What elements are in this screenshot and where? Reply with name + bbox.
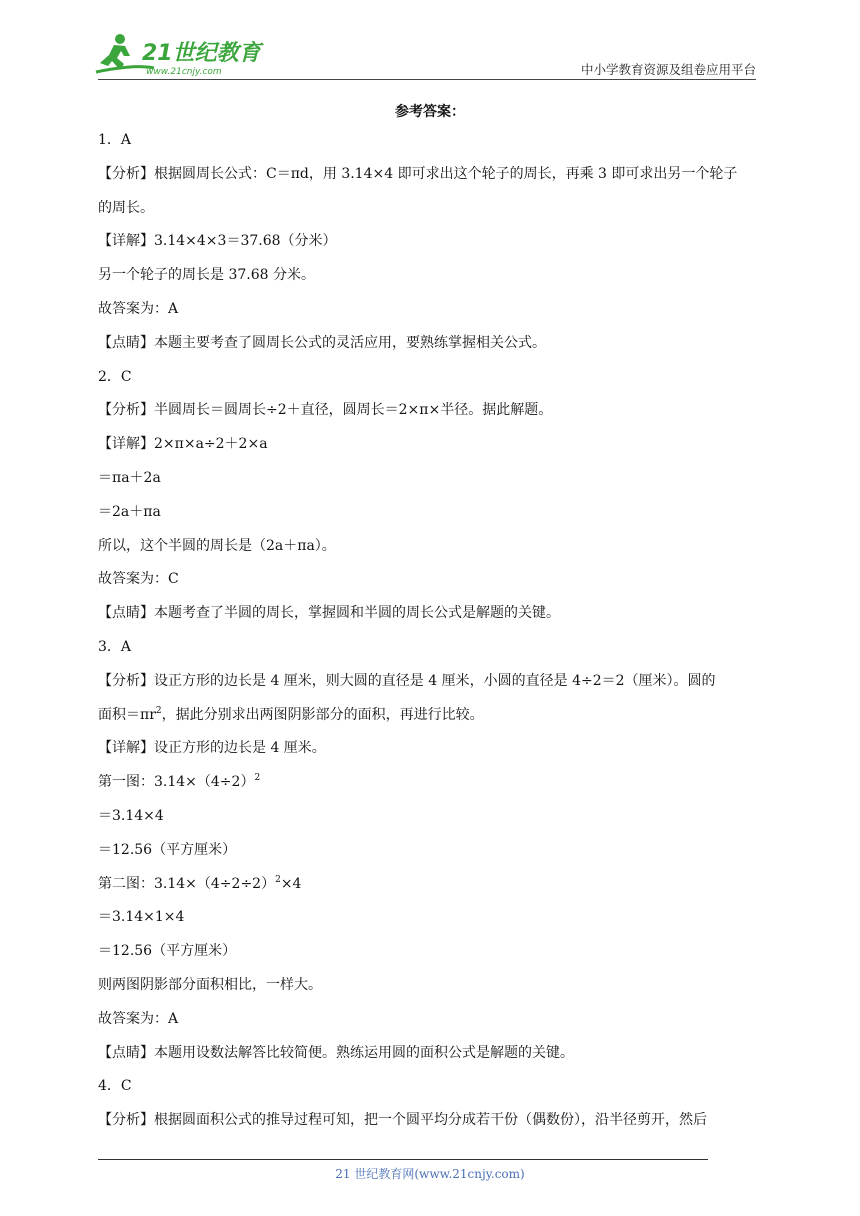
- comment-3: 【点睛】本题用设数法解答比较简便。熟练运用圆的面积公式是解题的关键。: [98, 1044, 574, 1061]
- analysis-3-formula: 面积＝πr: [98, 706, 156, 723]
- platform-name: 中小学教育资源及组卷应用平台: [580, 62, 756, 77]
- analysis-3-tail: ，据此分别求出两图阴影部分的面积，再进行比较。: [161, 706, 484, 723]
- superscript: 2: [254, 773, 261, 784]
- detail-2-result: 所以，这个半圆的周长是（2a＋πa）。: [98, 537, 336, 554]
- answer-1: 故答案为：A: [98, 300, 179, 317]
- detail-2-step-1: ＝πa＋2a: [98, 469, 161, 486]
- analysis-3-line-2: [98, 699, 764, 733]
- answer-2: 故答案为：C: [98, 571, 179, 588]
- question-4-answer: 4．C: [98, 1078, 132, 1095]
- comment-2: 【点睛】本题考查了半圆的周长，掌握圆和半圆的周长公式是解题的关键。: [98, 605, 560, 622]
- comment-1: 【点睛】本题主要考查了圆周长公式的灵活应用，要熟练掌握相关公式。: [98, 334, 546, 351]
- detail-3-conclusion: 则两图阴影部分面积相比，一样大。: [98, 976, 322, 993]
- analysis-4-line-1: 【分析】根据圆面积公式的推导过程可知，把一个圆平均分成若干份（偶数份），沿半径剪开，然后: [98, 1112, 707, 1129]
- question-3-answer: 3．A: [98, 638, 132, 655]
- detail-3-fig-2-result: ＝12.56（平方厘米）: [98, 943, 237, 960]
- answer-content: [98, 124, 764, 1138]
- analysis-1-line-1: 【分析】根据圆周长公式：C＝πd，用 3.14×4 即可求出这个轮子的周长，再乘 3 即可求出另一个轮子: [98, 165, 738, 182]
- analysis-2: 【分析】半圆周长＝圆周长÷2＋直径，圆周长＝2×π×半径。据此解题。: [98, 402, 553, 419]
- analysis-3-line-1: 【分析】设正方形的边长是 4 厘米，则大圆的直径是 4 厘米，小圆的直径是 4÷2＝2（厘米）。圆的: [98, 672, 716, 689]
- superscript: 2: [155, 705, 162, 716]
- detail-3-fig-1-expr: 第一图：3.14×（4÷2）: [98, 774, 255, 791]
- header-divider: [98, 79, 756, 80]
- detail-3-fig-2-expr: 第二图：3.14×（4÷2÷2）: [98, 875, 276, 892]
- detail-2: 【详解】2×π×a÷2＋2×a: [98, 436, 268, 453]
- detail-3-fig-2-step: ＝3.14×1×4: [98, 909, 185, 926]
- detail-2-step-2: ＝2a＋πa: [98, 503, 161, 520]
- logo-text: 21世纪教育: [142, 41, 261, 66]
- page-title: 参考答案：: [395, 104, 465, 120]
- footer-divider: [98, 1159, 708, 1160]
- page-header: [0, 0, 860, 90]
- detail-3-fig-1-result: ＝12.56（平方厘米）: [98, 841, 237, 858]
- superscript: 2: [275, 874, 281, 885]
- detail-1: 【详解】3.14×4×3＝37.68（分米）: [98, 233, 337, 250]
- question-1-answer: 1．A: [98, 132, 132, 148]
- site-logo: [94, 30, 264, 80]
- detail-3-fig-1-step: ＝3.14×4: [98, 807, 164, 824]
- detail-3-fig-1: [98, 766, 764, 800]
- answer-3: 故答案为：A: [98, 1010, 179, 1027]
- logo-url: www.21cnjy.com: [146, 67, 222, 77]
- analysis-1-line-2: 的周长。: [98, 199, 154, 216]
- question-2-answer: 2．C: [98, 368, 132, 385]
- detail-1-result: 另一个轮子的周长是 37.68 分米。: [98, 267, 315, 284]
- page-footer: 21 世纪教育网(www.21cnjy.com): [335, 1167, 525, 1181]
- detail-3-fig-2: [98, 868, 764, 902]
- detail-3-fig-2-tail: ×4: [280, 875, 302, 892]
- detail-3: 【详解】设正方形的边长是 4 厘米。: [98, 740, 326, 757]
